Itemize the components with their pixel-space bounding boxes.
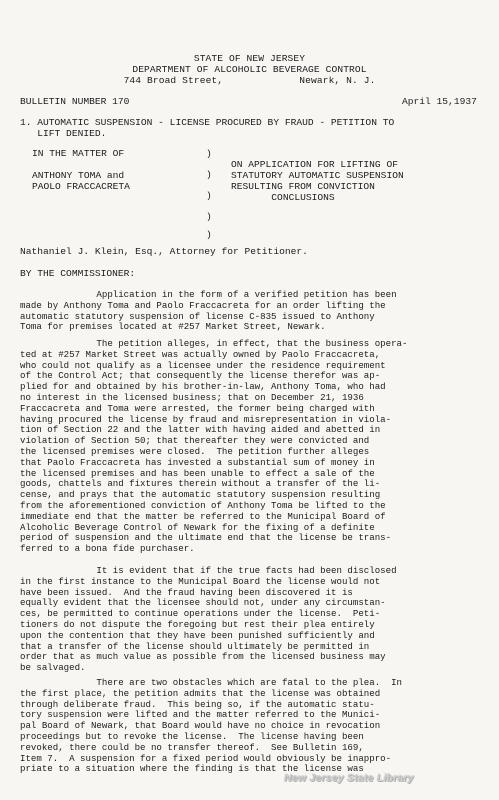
paragraph-line: ted at #257 Market Street was actually owned by Paolo Fraccacreta, xyxy=(20,348,381,360)
paragraph-line: goods, chattels and fixtures therein without a transfer of the li- xyxy=(20,478,381,490)
caption-right-line: RESULTING FROM CONVICTION xyxy=(231,181,375,192)
paragraph-line: immediate end that the matter be referred to the Municipal Board of xyxy=(20,510,386,522)
paragraph-line: who could not qualify as a licensee under the residence requirement xyxy=(20,359,386,371)
paragraph-line: equally evident that the licensee should not, under any circumstan- xyxy=(20,597,386,609)
paragraph-line: proceedings but to revoke the license. The license having been xyxy=(20,730,364,742)
paragraph-line: the licensed premises were closed. The petition further alleges xyxy=(20,445,370,457)
paragraph-line: revoked, there could be no transfer thereof. See Bulletin 169, xyxy=(20,741,364,753)
paragraph-2 xyxy=(20,339,482,555)
paragraph-line: that Paolo Fraccacreta has invested a substantial sum of money in xyxy=(20,456,375,468)
paragraph-4 xyxy=(20,678,482,775)
paragraph-line: cense, and prays that the automatic statutory suspension resulting xyxy=(20,489,381,501)
paragraph-line: no interest in the licensed business; that on December 21, 1936 xyxy=(20,391,364,403)
caption-bracket: ) xyxy=(206,211,212,222)
header-state: STATE OF NEW JERSEY xyxy=(193,53,306,64)
paragraph-line: automatic statutory suspension of license C-835 issued to Anthony xyxy=(20,310,375,322)
library-watermark: New Jersey State Library xyxy=(284,772,414,784)
bulletin-date: April 15,1937 xyxy=(402,96,477,107)
paragraph-line: Alcoholic Beverage Control of Newark for the fixing of a definite xyxy=(20,521,375,533)
attorney-line: Nathaniel J. Klein, Esq., Attorney for Petitioner. xyxy=(20,246,308,257)
paragraph-line: period of suspension and the ultimate end that the license be trans- xyxy=(20,532,392,544)
caption-left-line: ANTHONY TOMA and xyxy=(32,170,125,181)
paragraph-line: Application in the form of a verified petition has been xyxy=(20,289,397,300)
paragraph-line: the licensed premises and has been unable to effect a sale of the xyxy=(20,467,375,479)
paragraph-3 xyxy=(20,566,482,674)
paragraph-line: violation of Section 50; that thereafter they were convicted and xyxy=(20,435,370,447)
header-address: 744 Broad Street, Newark, N. J. xyxy=(123,75,376,86)
paragraph-line: made by Anthony Toma and Paolo Fraccacreta for an order lifting the xyxy=(20,299,386,311)
paragraph-line: ces, be permitted to continue operations under the license. Peti- xyxy=(20,608,381,620)
header-department: DEPARTMENT OF ALCOHOLIC BEVERAGE CONTROL xyxy=(132,64,367,75)
paragraph-line: priate to a situation where the finding is that the license was xyxy=(20,763,364,775)
caption-bracket: ) xyxy=(206,190,212,201)
paragraph-line: through deliberate fraud. This being so, if the automatic statu- xyxy=(20,698,375,710)
paragraph-line: tioners do not dispute the foregoing but rest their plea entirely xyxy=(20,618,375,630)
caption-right-line: ON APPLICATION FOR LIFTING OF xyxy=(231,159,398,170)
paragraph-line: from the aforementioned conviction of Anthony Toma be lifted to the xyxy=(20,499,386,511)
by-the-commissioner: BY THE COMMISSIONER: xyxy=(20,268,136,279)
caption-bracket: ) xyxy=(206,169,212,180)
paragraph-line: It is evident that if the true facts had been disclosed xyxy=(20,565,397,576)
paragraph-line: the first place, the petition admits that the license was obtained xyxy=(20,687,381,699)
caption-right-line: STATUTORY AUTOMATIC SUSPENSION xyxy=(231,170,404,181)
paragraph-line: have been issued. And the fraud having been discovered it is xyxy=(20,586,353,598)
caption-right-line: CONCLUSIONS xyxy=(231,192,335,203)
caption-left-line: PAOLO FRACCACRETA xyxy=(32,181,130,192)
paragraph-line: in the first instance to the Municipal Board the license would not xyxy=(20,575,381,587)
paragraph-line: plied for and obtained by his brother-in-law, Anthony Toma, who had xyxy=(20,381,386,393)
paragraph-line: tory suspension were lifted and the matter referred to the Munici- xyxy=(20,709,381,721)
bulletin-number: BULLETIN NUMBER 170 xyxy=(20,96,130,107)
paragraph-line: of the Control Act; that consequently the license therefor was ap- xyxy=(20,370,381,382)
caption-bracket: ) xyxy=(206,148,212,159)
paragraph-line: pal Board of Newark, that Board would have no choice in revocation xyxy=(20,720,381,732)
paragraph-line: Toma for premises located at #257 Market Street, Newark. xyxy=(20,321,326,333)
paragraph-line: ferred to a bona fide purchaser. xyxy=(20,543,195,555)
paragraph-1 xyxy=(20,290,482,333)
paragraph-line: There are two obstacles which are fatal to the plea. In xyxy=(20,677,402,688)
caption-left-line: IN THE MATTER OF xyxy=(32,148,125,159)
paragraph-line: Fraccacreta and Toma were arrested, the former being charged with xyxy=(20,402,375,414)
paragraph-line: having procured the license by fraud and misrepresentation in viola- xyxy=(20,413,392,425)
paragraph-line: order that as much value as possible from the licensed business may xyxy=(20,651,386,663)
paragraph-line: upon the contention that they have been punished sufficiently and xyxy=(20,629,375,641)
paragraph-line: be salvaged. xyxy=(20,662,86,674)
section-title-line-1: 1. AUTOMATIC SUSPENSION - LICENSE PROCURED BY FRAUD - PETITION TO xyxy=(20,117,395,128)
paragraph-line: that a transfer of the license should ultimately be permitted in xyxy=(20,640,370,652)
paragraph-line: The petition alleges, in effect, that the business opera- xyxy=(20,338,408,349)
section-title-line-2: LIFT DENIED. xyxy=(20,128,107,139)
paragraph-line: tion of Section 22 and the latter with having aided and abetted in xyxy=(20,424,381,436)
paragraph-line: Item 7. A suspension for a fixed period would obviously be inappro- xyxy=(20,752,392,764)
caption-bracket: ) xyxy=(206,229,212,240)
